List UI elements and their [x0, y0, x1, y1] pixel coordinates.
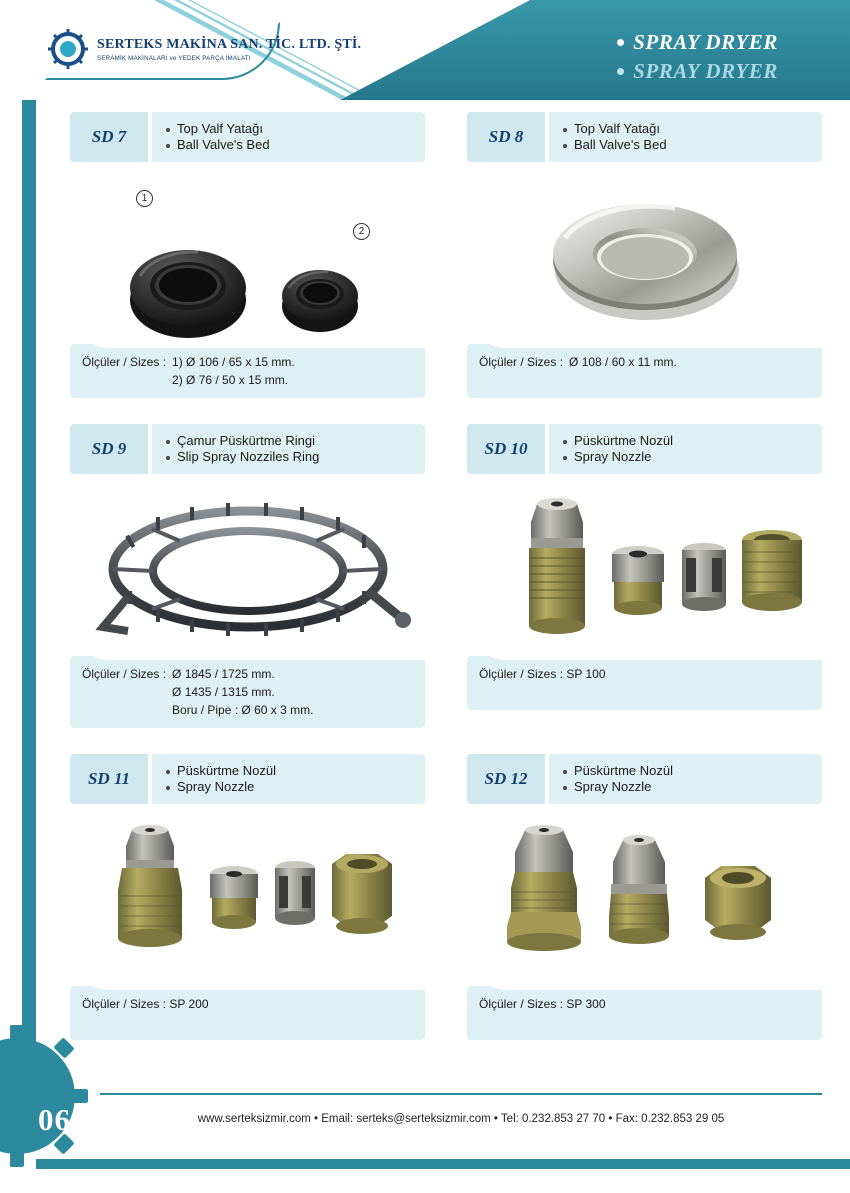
header-title-primary: SPRAY DRYER: [633, 30, 778, 54]
product-title-en: Slip Spray Nozziles Ring: [177, 449, 320, 464]
sizes-panel-sd12: [467, 986, 822, 1040]
product-card-sd9: [70, 424, 425, 728]
card-header: [467, 112, 822, 162]
product-photo-sd9: [70, 474, 425, 656]
product-code: SD 8: [467, 112, 545, 162]
steel-ring-photo: [467, 162, 822, 344]
product-titles: [549, 424, 822, 474]
product-code: SD 10: [467, 424, 545, 474]
product-title-en: Ball Valve's Bed: [574, 137, 667, 152]
logo-company-name: SERTEKS MAKİNA SAN. TİC. LTD. ŞTİ.: [97, 36, 362, 52]
company-logo: [45, 26, 361, 72]
bullet-dot-icon: [563, 144, 567, 148]
product-code: SD 11: [70, 754, 148, 804]
product-title-tr: Püskürtme Nozül: [574, 762, 673, 778]
bullet-dot-icon: [166, 786, 170, 790]
page-header: [0, 0, 850, 100]
sizes-label: Ölçüler / Sizes : SP 100: [479, 667, 606, 681]
left-rail-decoration: [22, 100, 36, 1090]
header-title-secondary: SPRAY DRYER: [633, 59, 778, 83]
bullet-dot-icon: [617, 68, 624, 75]
two-black-rubber-seals-photo: [70, 196, 425, 378]
product-title-tr: Top Valf Yatağı: [574, 120, 661, 136]
header-title-group: [617, 30, 778, 88]
size-value: 2) Ø 76 / 50 x 15 mm.: [172, 373, 289, 387]
title-line-en: [166, 449, 415, 465]
bullet-dot-icon: [166, 144, 170, 148]
size-value: Ø 1845 / 1725 mm.: [172, 667, 275, 681]
product-titles: [549, 754, 822, 804]
gear-logo-icon: [45, 26, 91, 72]
header-title-primary-row: [617, 30, 778, 55]
size-value: 1) Ø 106 / 65 x 15 mm.: [172, 355, 295, 369]
product-title-tr: Püskürtme Nozül: [177, 762, 276, 778]
page-number: 06: [38, 1102, 71, 1137]
logo-tagline: SERAMİK MAKİNALARI ve YEDEK PARÇA İMALATI: [97, 54, 251, 62]
spray-nozzle-parts-photo: [467, 804, 822, 986]
product-titles: [152, 424, 425, 474]
title-line-tr: [563, 433, 812, 449]
size-value: Boru / Pipe : Ø 60 x 3 mm.: [172, 703, 314, 717]
bullet-dot-icon: [563, 456, 567, 460]
product-titles: [152, 112, 425, 162]
title-line-en: [166, 137, 415, 153]
title-line-tr: [166, 763, 415, 779]
product-photo-sd12: [467, 804, 822, 986]
callout-marker-2: 2: [353, 223, 370, 240]
footer-bottom-bar: [36, 1159, 850, 1169]
title-line-tr: [166, 121, 415, 137]
sizes-label: Ölçüler / Sizes :: [82, 355, 167, 369]
title-line-en: [563, 449, 812, 465]
bullet-dot-icon: [166, 128, 170, 132]
product-titles: [152, 754, 425, 804]
sizes-panel-sd8: [467, 344, 822, 398]
sizes-panel-sd11: [70, 986, 425, 1040]
product-card-sd11: [70, 754, 425, 1040]
footer-contact-text: www.serteksizmir.com • Email: serteks@serteksizmir.com • Tel: 0.232.853 27 70 • Fax: 0.232.853 29 05: [197, 1113, 725, 1125]
callout-marker-1: 1: [136, 190, 153, 207]
product-card-sd12: [467, 754, 822, 1040]
bullet-dot-icon: [166, 770, 170, 774]
title-line-en: [563, 137, 812, 153]
product-title-en: Spray Nozzle: [574, 449, 652, 464]
size-value: Ø 1435 / 1315 mm.: [172, 685, 275, 699]
title-line-tr: [563, 763, 812, 779]
product-code: SD 9: [70, 424, 148, 474]
product-photo-sd7: [70, 162, 425, 344]
product-photo-sd10: [467, 474, 822, 656]
product-grid: [70, 112, 822, 1040]
product-title-en: Ball Valve's Bed: [177, 137, 270, 152]
sizes-label: Ölçüler / Sizes :: [479, 355, 564, 369]
header-title-secondary-row: [617, 59, 778, 84]
title-line-tr: [166, 433, 415, 449]
size-value: Ø 108 / 60 x 11 mm.: [569, 355, 677, 369]
card-header: [467, 424, 822, 474]
bullet-dot-icon: [166, 456, 170, 460]
product-code: SD 7: [70, 112, 148, 162]
bullet-dot-icon: [166, 440, 170, 444]
product-title-tr: Çamur Püskürtme Ringi: [177, 432, 315, 448]
page-number-gear-icon: [0, 1021, 92, 1171]
product-title-en: Spray Nozzle: [177, 779, 255, 794]
product-card-sd8: [467, 112, 822, 398]
product-photo-sd11: [70, 804, 425, 986]
spray-nozzle-parts-photo: [467, 474, 822, 656]
card-header: [70, 112, 425, 162]
product-titles: [549, 112, 822, 162]
bullet-dot-icon: [563, 770, 567, 774]
spray-nozzle-parts-photo: [70, 804, 425, 986]
title-line-en: [166, 779, 415, 795]
product-code: SD 12: [467, 754, 545, 804]
card-header: [467, 754, 822, 804]
title-line-en: [563, 779, 812, 795]
sizes-panel-sd9: [70, 656, 425, 728]
product-card-sd10: [467, 424, 822, 728]
sizes-label: Ölçüler / Sizes : SP 200: [82, 997, 209, 1011]
product-card-sd7: [70, 112, 425, 398]
title-line-tr: [563, 121, 812, 137]
card-header: [70, 424, 425, 474]
product-photo-sd8: [467, 162, 822, 344]
bullet-dot-icon: [563, 440, 567, 444]
spray-nozzle-ring-photo: [70, 474, 425, 656]
sizes-label: Ölçüler / Sizes :: [82, 667, 167, 681]
bullet-dot-icon: [617, 39, 624, 46]
product-title-tr: Püskürtme Nozül: [574, 432, 673, 448]
sizes-panel-sd10: [467, 656, 822, 710]
bullet-dot-icon: [563, 128, 567, 132]
product-title-tr: Top Valf Yatağı: [177, 120, 264, 136]
sizes-label: Ölçüler / Sizes : SP 300: [479, 997, 606, 1011]
bullet-dot-icon: [563, 786, 567, 790]
product-title-en: Spray Nozzle: [574, 779, 652, 794]
card-header: [70, 754, 425, 804]
footer-divider: [100, 1093, 822, 1095]
